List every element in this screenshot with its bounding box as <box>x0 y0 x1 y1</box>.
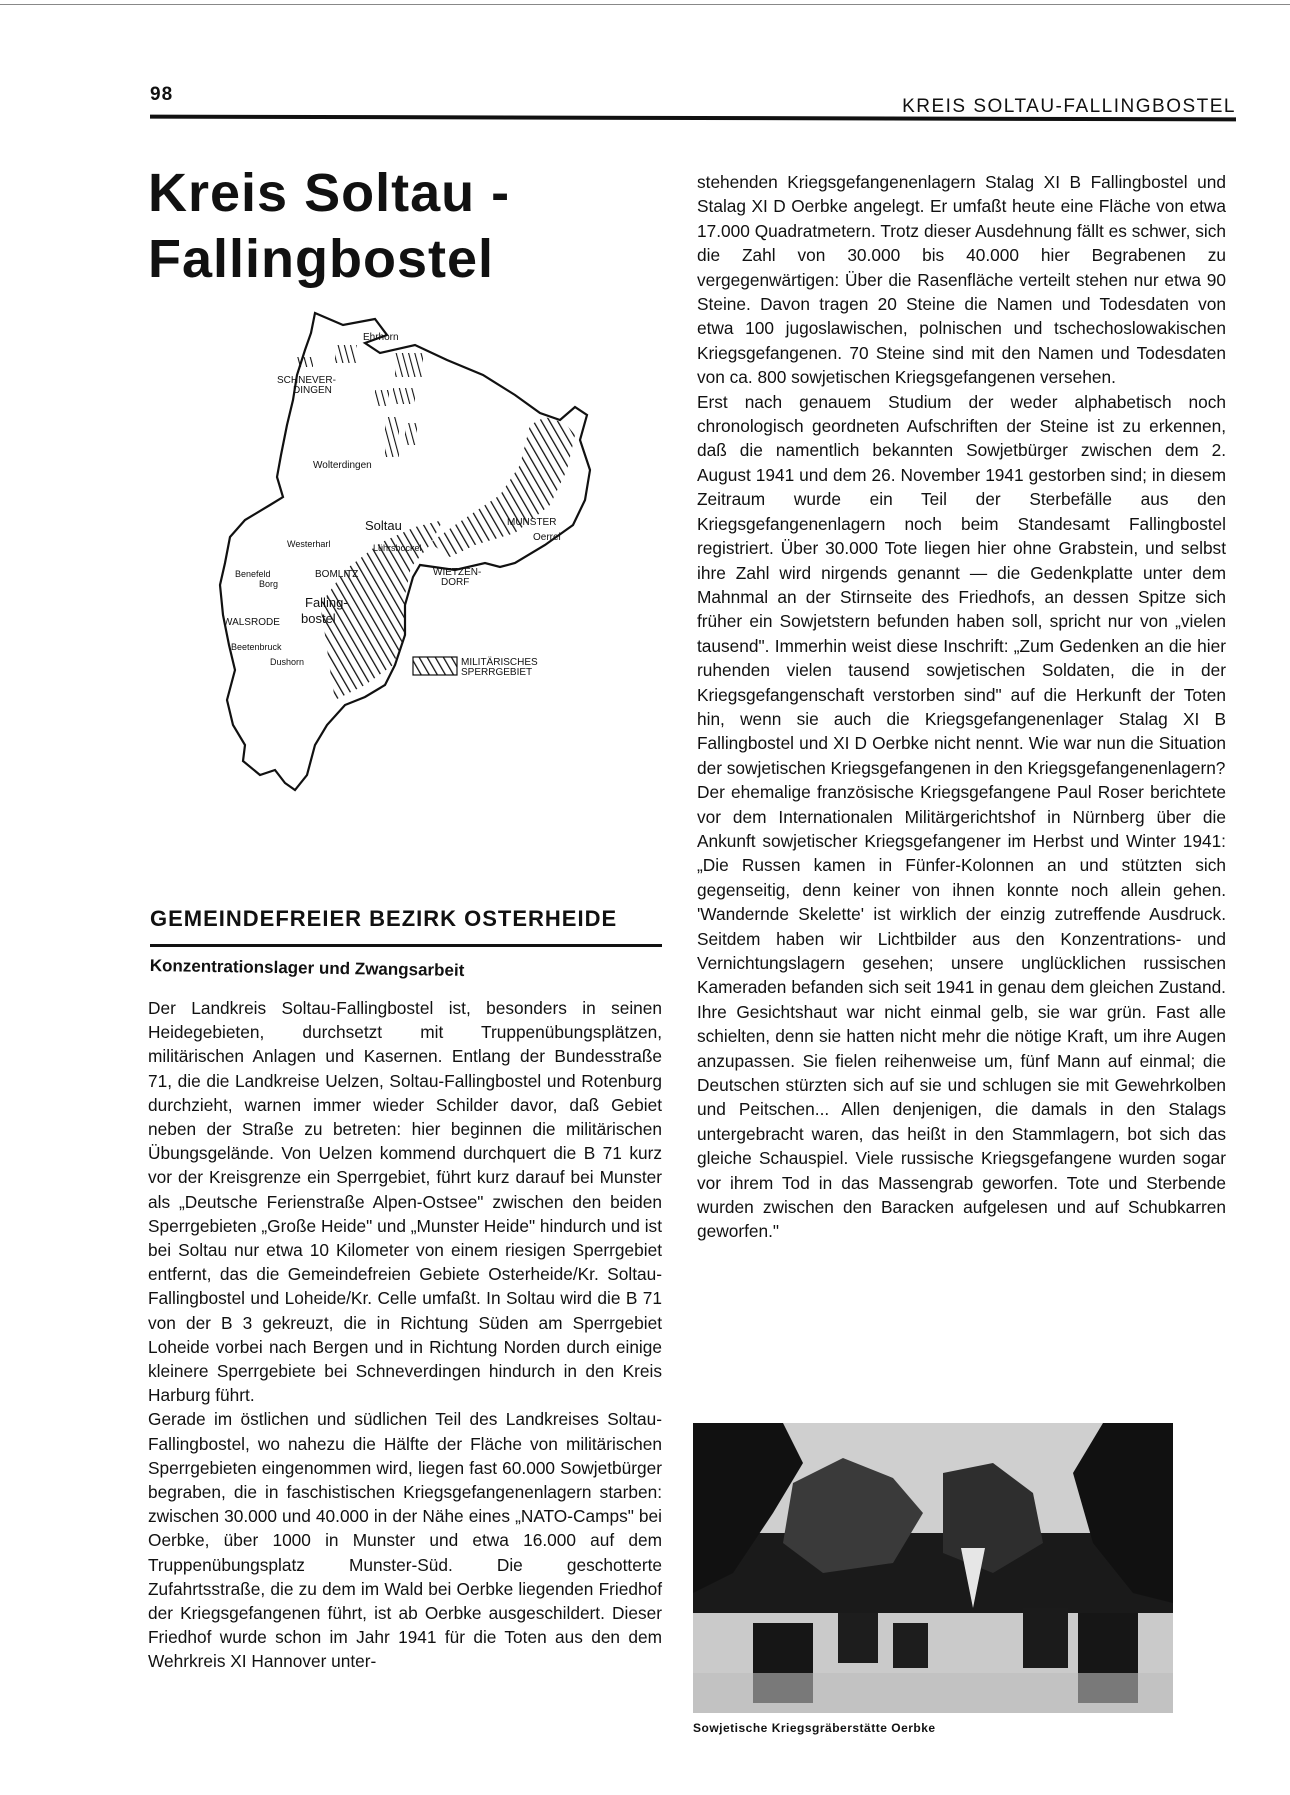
map-label-wolterdingen: Wolterdingen <box>313 460 372 471</box>
map-label-beetenbruck: Beetenbruck <box>231 642 282 652</box>
map-label-ehrhorn: Ehrhorn <box>363 332 399 343</box>
title-line-2: Fallingbostel <box>148 229 495 289</box>
map-label-schneverdingen-1: SCHNEVER- <box>277 375 336 386</box>
map-label-fallingbostel-1: Falling- <box>305 595 348 610</box>
right-column <box>697 170 1226 1244</box>
map-label-wietzendorf-2: DORF <box>441 577 470 588</box>
section-heading: GEMEINDEFREIER BEZIRK OSTERHEIDE <box>150 906 618 931</box>
page-title <box>148 160 708 292</box>
paragraph: Gerade im östlichen und südlichen Teil des Landkreises Soltau-Fallingbostel, wo nahezu die Hälfte der Fläche von militärischen Sperrgebieten eingenommen wird, liegen fast 60.000 Sowjetbürger begraben, die in faschistischen Kriegsgefangenenlagern starben: zwischen 30.000 und 40.000 in der Nähe eines „NATO-Camps" bei Oerbke, über 1000 in Munster und etwa 16.000 auf dem Truppenübungsplatz Munster-Süd. Die geschotterte Zufahrtsstraße, die zu dem im Wald bei Oerbke liegenden Friedhof der Kriegsgefangenen führt, ist ab Oerbke ausgeschildert. Dieser Friedhof wurde schon im Jahr 1941 für die Toten aus den dem Wehrkreis XI Hannover unter- <box>148 1409 662 1672</box>
map-label-soltau: Soltau <box>365 518 402 533</box>
map-label-wietzendorf-1: WIETZEN- <box>433 567 482 578</box>
map-label-bomlitz: BOMLITZ <box>315 569 359 580</box>
subheading: Konzentrationslager und Zwangsarbeit <box>149 956 465 980</box>
left-column <box>148 996 662 1674</box>
page-number: 98 <box>150 84 174 105</box>
section-rule <box>150 944 662 947</box>
legend-label-2: SPERRGEBIET <box>461 667 533 678</box>
photo-caption: Sowjetische Kriegsgräberstätte Oerbke <box>693 1721 936 1735</box>
running-head: KREIS SOLTAU-FALLINGBOSTEL <box>902 96 1236 117</box>
map-legend <box>413 656 538 678</box>
map-label-fallingbostel-2: bostel <box>301 611 336 626</box>
map-label-luhrsbockel: Lührsbockel <box>373 543 422 553</box>
paragraph: stehenden Kriegsgefangenenlagern Stalag XI B Fallingbostel und Stalag XI D Oerbke angelegt. Er umfaßt heute eine Fläche von etwa 17.000 Quadratmetern. Trotz dieser Ausdehnung fällt es schwer, sich die Zahl von 30.000 bis 40.000 hier Begrabenen zu vergegenwärtigen: Über die Rasenfläche verteilt stehen nur etwa 90 Steine. Davon tragen 20 Steine die Namen und Todesdaten von etwa 100 jugoslawischen, polnischen und tschechoslowakischen Kriegsgefangenen. 70 Steine sind mit den Namen und Todesdaten von ca. 800 sowjetischen Kriegsgefangenen versehen. <box>697 172 1226 388</box>
legend-label-1: MILITÄRISCHES <box>461 657 538 668</box>
map-label-munster: MUNSTER <box>507 517 557 528</box>
map-label-westerharl: Westerharl <box>287 539 331 549</box>
district-map <box>215 305 655 830</box>
map-label-borg: Borg <box>259 579 279 589</box>
map-label-walsrode: WALSRODE <box>223 617 280 628</box>
restricted-area-north <box>297 345 423 457</box>
map-label-benefeld: Benefeld <box>235 569 271 579</box>
cemetery-photo <box>693 1423 1173 1713</box>
page-top-edge <box>0 4 1290 5</box>
paragraph: Erst nach genauem Studium der weder alphabetisch noch chronologisch geordneten Aufschriften der Steine ist zu erkennen, daß die namentlich bekannten Sowjetbürger zwischen dem 2. August 1941 und dem 26. November 1941 gestorben sind; in diesem Zeitraum wurde ein Teil der Sterbefälle aus den Kriegsgefangenenlagern noch beim Standesamt Fallingbostel registriert. Über 30.000 Tote liegen hier ohne Grabstein, und selbst ihre Zahl wird nirgends genannt — die Gedenkplatte unter dem Mahnmal an der Stirnseite des Friedhofs, an dessen Spitze sich früher ein Sowjetstern befunden haben soll, spricht nur von „vielen tausend". Immerhin weist diese Inschrift: „Zum Gedenken an die hier ruhenden vielen tausend sowjetischen Soldaten, die in der Kriegsgefangenschaft verstorben sind" auf die Herkunft der Toten hin, wenn sie auch die Kriegsgefangenenlager Stalag XI B Fallingbostel und XI D Oerbke nicht nennt. Wie war nun die Situation der sowjetischen Kriegsgefangenen in den Kriegsgefangenenlagern? <box>697 391 1226 778</box>
paragraph: Der ehemalige französische Kriegsgefangene Paul Roser berichtete vor dem Internationalen Militärgerichtshof in Nürnberg über die Ankunft sowjetischer Kriegsgefangener im Herbst und Winter 1941: „Die Russen kamen in Fünfer-Kolonnen an und stützten sich gegenseitig, denn keiner von ihnen konnte noch allein gehen. 'Wandernde Skelette' ist wirklich der einzig zutreffende Ausdruck. Seitdem haben wir Lichtbilder aus den Konzentrations- und Vernichtungslagern gesehen; unsere unglücklichen russischen Kameraden befanden sich seit 1941 in genau dem gleichen Zustand. Ihre Gesichtshaut war nicht einmal gelb, sie war grün. Fast alle schielten, denn sie hatten nicht mehr die nötige Kraft, um ihre Augen anzupassen. Sie fielen reihenweise um, fünf Mann auf einmal; die Deutschen stürzten sich auf sie und schlugen sie mit Gewehrkolben und Peitschen... Allen denjenigen, die damals in den Stalags untergebracht waren, das heißt in den Stammlagern, bot sich das gleiche Schauspiel. Viele russische Kriegsgefangene wurden sogar vor ihrem Tod in das Massengrab geworfen. Tote und Sterbende wurden zwischen den Baracken aufgelesen und auf Schubkarren geworfen." <box>697 782 1226 1242</box>
paragraph: Der Landkreis Soltau-Fallingbostel ist, besonders in seinen Heidegebieten, durchsetzt mit Truppenübungsplätzen, militärischen Anlagen und Kasernen. Entlang der Bundesstraße 71, die die Landkreise Uelzen, Soltau-Fallingbostel und Rotenburg durchzieht, warnen immer wieder Schilder davor, daß Gebiet neben der Straße zu betreten: hier beginnen die militärischen Übungsgelände. Von Uelzen kommend durchquert die B 71 kurz vor der Kreisgrenze ein Sperrgebiet, führt kurz darauf bei Munster als „Deutsche Ferienstraße Alpen-Ostsee" zwischen den beiden Sperrgebieten „Große Heide" und „Munster Heide" hindurch und ist bei Soltau nur etwa 10 Kilometer von einem riesigen Sperrgebiet entfernt, das die Gemeindefreien Gebiete Osterheide/Kr. Soltau-Fallingbostel und Loheide/Kr. Celle umfaßt. In Soltau wird die B 71 von der B 3 gekreuzt, die in Richtung Süden am Sperrgebiet Loheide vorbei nach Bergen und in Richtung Norden durch einige kleinere Sperrgebiete bei Schneverdingen hindurch in den Kreis Harburg führt. <box>148 998 662 1406</box>
map-label-schneverdingen-2: DINGEN <box>293 385 332 396</box>
title-line-1: Kreis Soltau - <box>148 163 511 223</box>
map-label-dushorn: Dushorn <box>270 657 305 667</box>
map-label-oerrel: Oerrel <box>533 532 561 543</box>
